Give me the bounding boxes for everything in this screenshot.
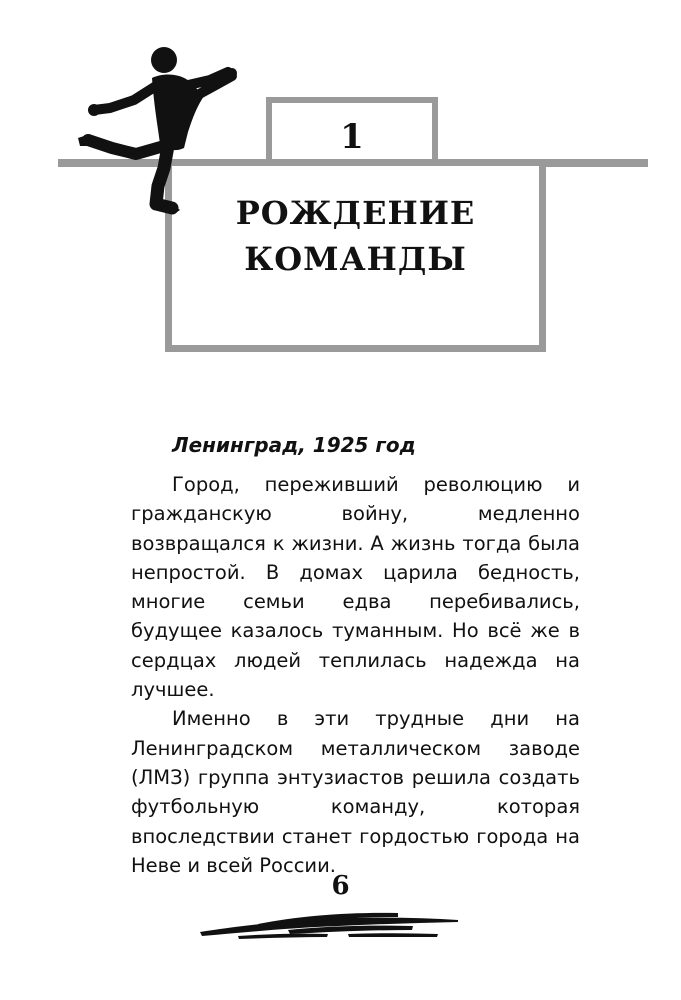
chapter-title: РОЖДЕНИЕ КОМАНДЫ bbox=[235, 194, 476, 278]
body-text bbox=[131, 470, 580, 880]
chapter-number: 1 bbox=[340, 117, 364, 157]
football-player-silhouette-icon bbox=[72, 36, 242, 220]
page-number: 6 bbox=[331, 871, 350, 901]
place-date-heading: Ленинград, 1925 год bbox=[172, 433, 416, 457]
paragraph: Город, переживший революцию и гражданскую войну, медленно возвращался к жизни. А жизнь тогда была непростой. В домах царила бедность, многие семьи едва перебивались, будущее казалось туманным. Но всё же в сердцах людей теплилась надежда на лучшее. bbox=[131, 473, 580, 702]
brush-stroke-icon bbox=[198, 906, 460, 942]
paragraph: Именно в эти трудные дни на Ленинградском металлическом заводе (ЛМЗ) группа энтузиастов решила создать футбольную команду, которая впоследствии станет гордостью города на Неве и всей России. bbox=[131, 707, 580, 877]
